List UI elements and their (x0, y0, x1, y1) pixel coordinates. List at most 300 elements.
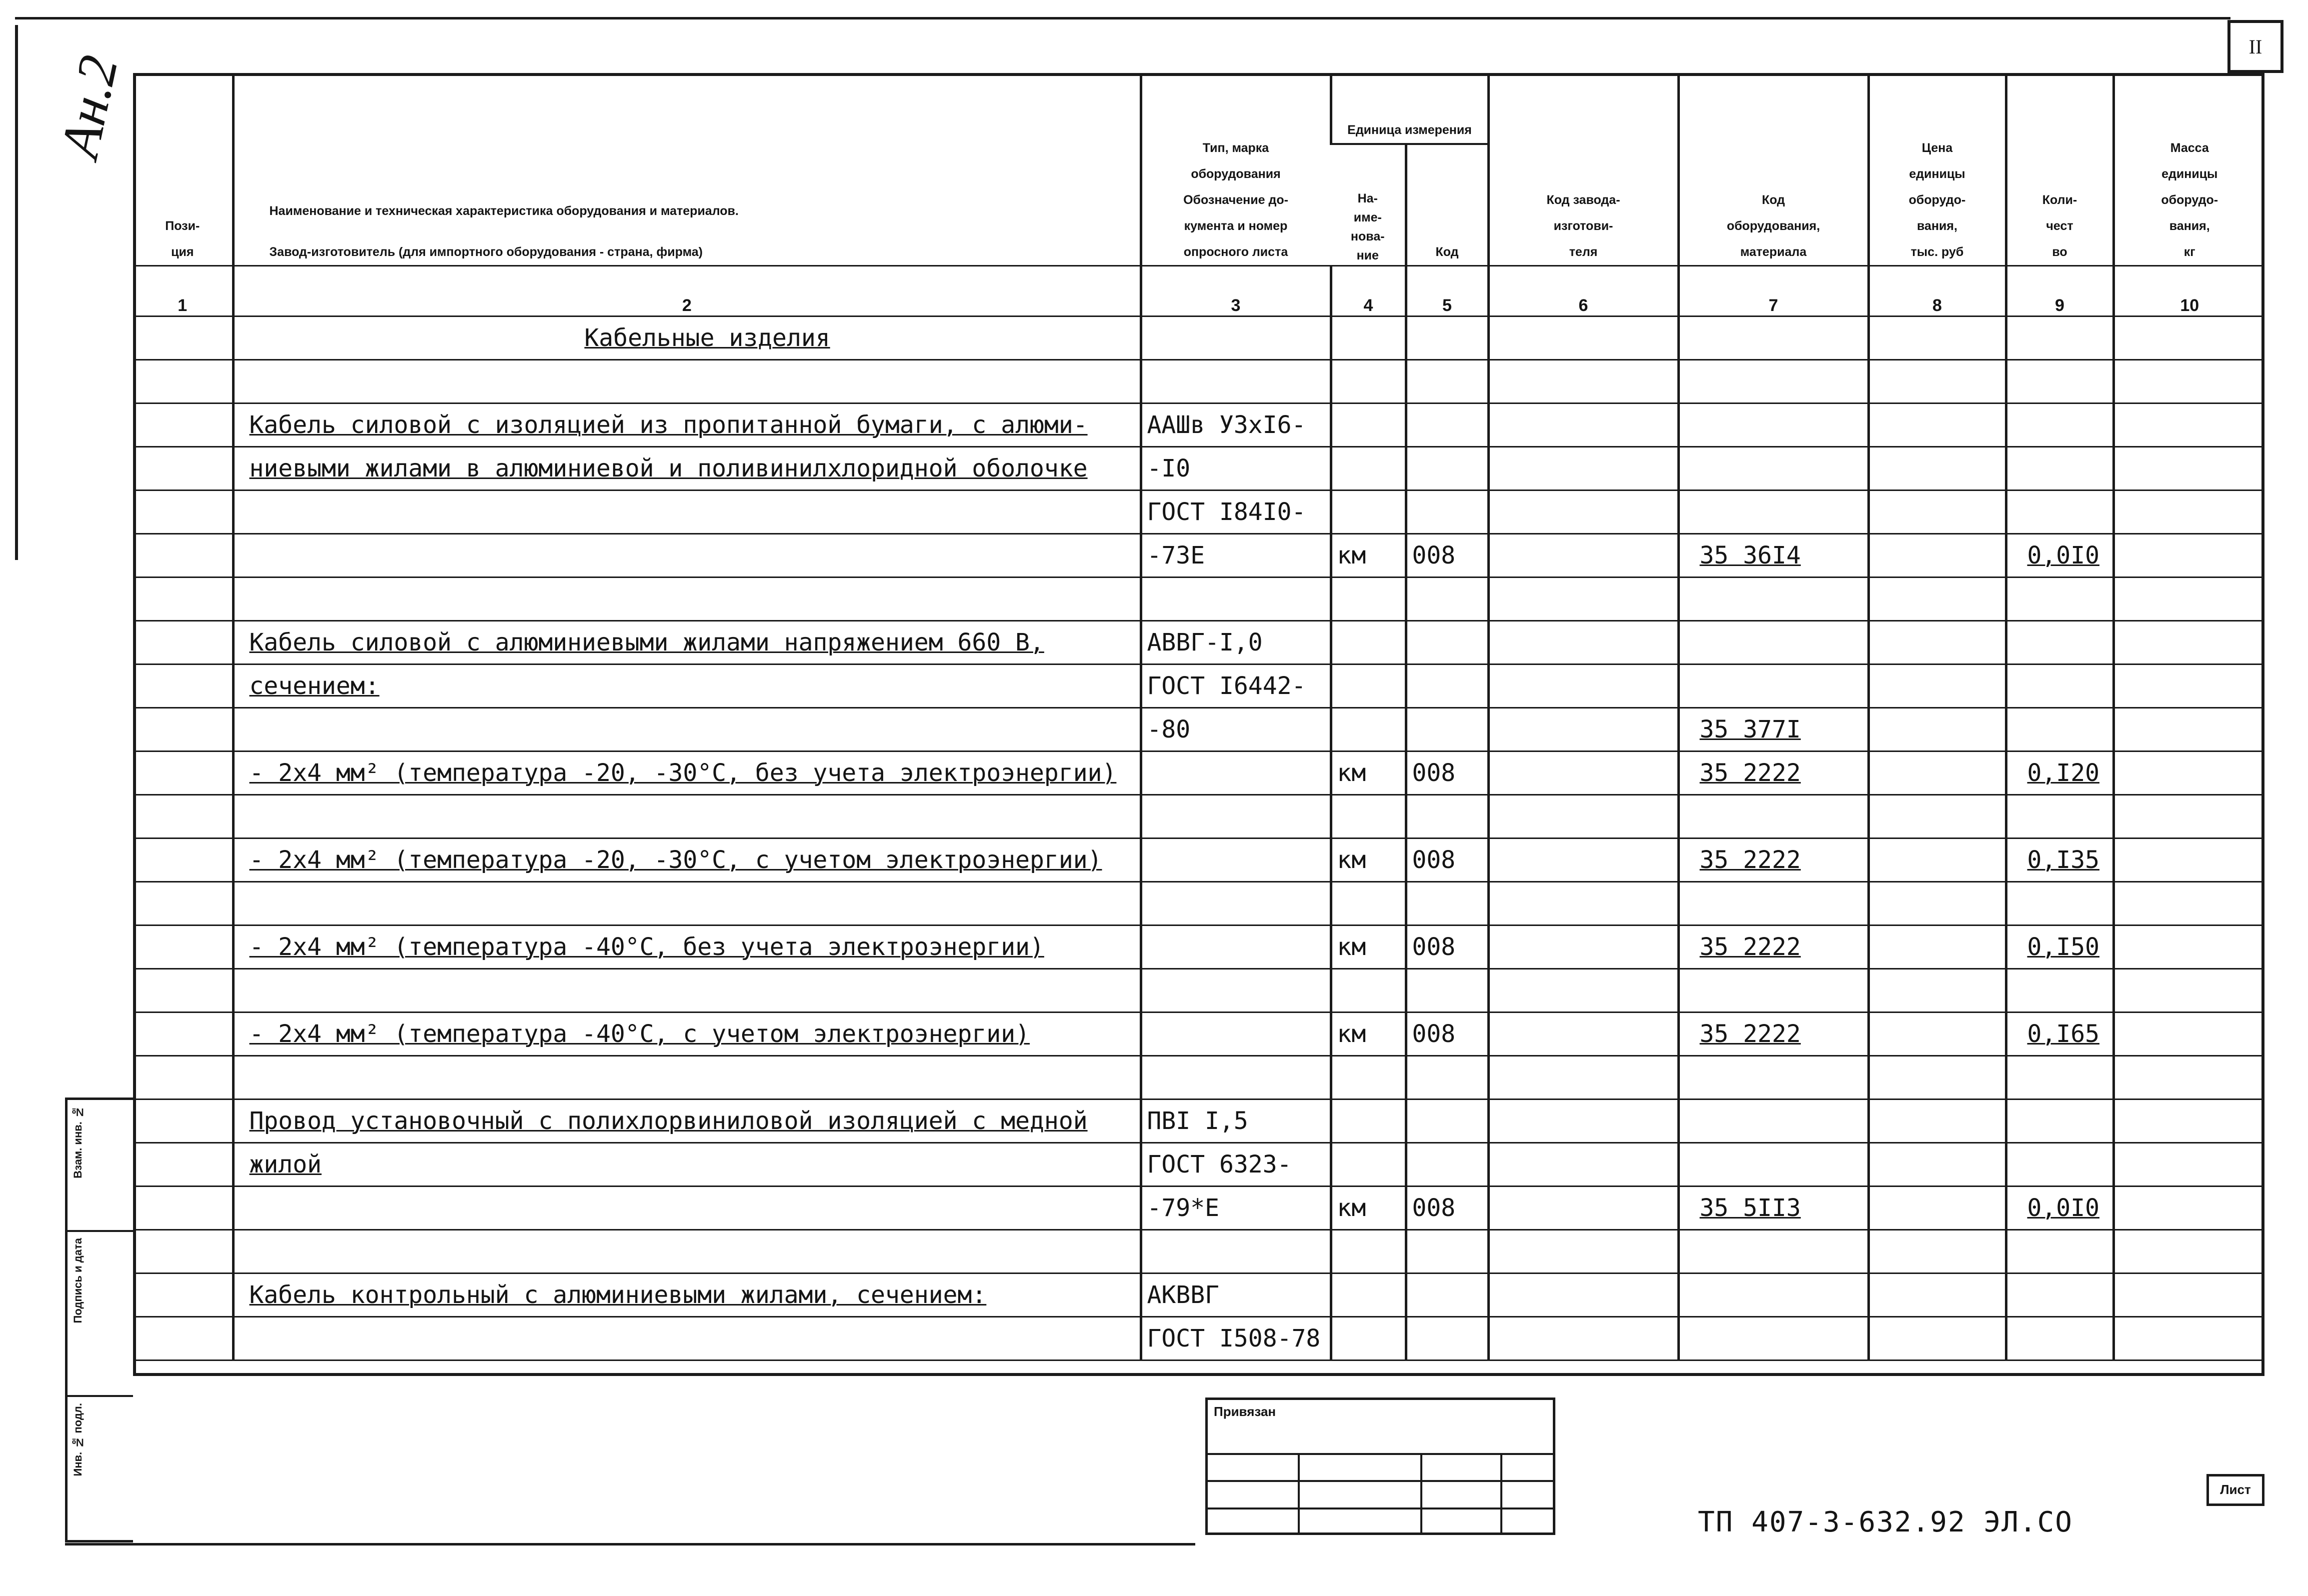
cell-material-code: 35 2222 (1678, 752, 1868, 795)
cell-unit-code (1406, 360, 1488, 404)
cell-pos (133, 578, 233, 621)
cell-material-code (1678, 404, 1868, 447)
cell-quantity (2006, 882, 2113, 926)
cell-quantity (2006, 316, 2113, 360)
cell-unit-code: 008 (1406, 534, 1488, 578)
cell-mass (2113, 490, 2264, 534)
stamp-cell-inventory (68, 1395, 133, 1547)
table-row (133, 1100, 2264, 1143)
cell-maker-code (1488, 882, 1678, 926)
cell-quantity: 0,0I0 (2006, 1186, 2113, 1230)
cell-unit-code (1406, 490, 1488, 534)
cell-maker-code (1488, 1317, 1678, 1360)
cell-price (1868, 838, 2006, 882)
cell-pos (133, 926, 233, 969)
cell-name (233, 360, 1141, 404)
cell-price (1868, 1100, 2006, 1143)
cell-material-code (1678, 490, 1868, 534)
cell-maker-code (1488, 578, 1678, 621)
cell-quantity (2006, 490, 2113, 534)
cell-material-code (1678, 1100, 1868, 1143)
header-col-8: Цена единицы оборудо- вания, тыс. руб (1868, 73, 2006, 266)
cell-maker-code (1488, 1230, 1678, 1274)
cell-unit-code: 008 (1406, 838, 1488, 882)
cell-pos (133, 1012, 233, 1056)
col-num: 6 (1488, 266, 1678, 316)
cell-price (1868, 926, 2006, 969)
cell-unit (1331, 490, 1406, 534)
cell-mass (2113, 1186, 2264, 1230)
table-row (133, 882, 2264, 926)
cell-name (233, 1230, 1141, 1274)
col-num: 10 (2113, 266, 2264, 316)
cell-unit-code: 008 (1406, 926, 1488, 969)
cell-price (1868, 578, 2006, 621)
left-stamp (65, 1098, 133, 1542)
cell-maker-code (1488, 1012, 1678, 1056)
cell-maker-code (1488, 752, 1678, 795)
stamp-divider (1420, 1453, 1422, 1532)
cell-type (1141, 316, 1331, 360)
cell-unit (1331, 621, 1406, 664)
cell-quantity (2006, 1230, 2113, 1274)
table-row (133, 316, 2264, 360)
cell-name: сечением: (233, 664, 1141, 708)
cell-price (1868, 795, 2006, 838)
bound-stamp (1205, 1398, 1555, 1535)
col-num: 7 (1678, 266, 1868, 316)
cell-type: АКВВГ (1141, 1274, 1331, 1317)
column-number-row (133, 266, 2264, 316)
cell-unit (1331, 1317, 1406, 1360)
cell-unit (1331, 1100, 1406, 1143)
cell-unit-code (1406, 578, 1488, 621)
cell-type (1141, 1012, 1331, 1056)
cell-quantity (2006, 1274, 2113, 1317)
sheet-list-label: Лист (2206, 1474, 2264, 1506)
cell-maker-code (1488, 1274, 1678, 1317)
cell-material-code (1678, 360, 1868, 404)
cell-type: -79*Е (1141, 1186, 1331, 1230)
cell-type (1141, 795, 1331, 838)
cell-mass (2113, 447, 2264, 490)
cell-quantity (2006, 621, 2113, 664)
cell-unit-code (1406, 882, 1488, 926)
cell-pos (133, 1317, 233, 1360)
cell-price (1868, 1143, 2006, 1186)
cell-name: - 2х4 мм² (температура -20, -30°С, с учетом электроэнергии) (233, 838, 1141, 882)
cell-unit-code (1406, 1230, 1488, 1274)
cell-price (1868, 1317, 2006, 1360)
cell-maker-code (1488, 360, 1678, 404)
cell-quantity (2006, 969, 2113, 1012)
table-row (133, 838, 2264, 882)
document-code: ТП 407-3-632.92 ЭЛ.СО (1698, 1506, 2073, 1538)
cell-type: -I0 (1141, 447, 1331, 490)
cell-maker-code (1488, 534, 1678, 578)
stamp-label-sign: Подпись и дата (72, 1238, 85, 1323)
cell-price (1868, 752, 2006, 795)
cell-type (1141, 926, 1331, 969)
cell-mass (2113, 534, 2264, 578)
cell-name (233, 1056, 1141, 1100)
cell-quantity (2006, 1056, 2113, 1100)
cell-unit (1331, 360, 1406, 404)
cell-mass (2113, 1230, 2264, 1274)
cell-type: ГОСТ I6442- (1141, 664, 1331, 708)
cell-unit: км (1331, 1186, 1406, 1230)
cell-type (1141, 838, 1331, 882)
table-row (133, 534, 2264, 578)
cell-material-code (1678, 1317, 1868, 1360)
cell-mass (2113, 1056, 2264, 1100)
cell-unit (1331, 882, 1406, 926)
cell-name (233, 795, 1141, 838)
header-col-3: Тип, марка оборудования Обозначение до- кумента и номер опросного листа (1141, 73, 1331, 266)
cell-type (1141, 1056, 1331, 1100)
cell-unit-code (1406, 708, 1488, 752)
cell-unit: км (1331, 838, 1406, 882)
col-num: 1 (133, 266, 233, 316)
cell-material-code (1678, 882, 1868, 926)
cell-material-code (1678, 969, 1868, 1012)
cell-price (1868, 1056, 2006, 1100)
cell-unit-code: 008 (1406, 1186, 1488, 1230)
cell-unit: км (1331, 926, 1406, 969)
header-col-4: На- име- нова- ние (1331, 144, 1406, 266)
cell-name (233, 1317, 1141, 1360)
cell-unit (1331, 447, 1406, 490)
cell-unit-code (1406, 1056, 1488, 1100)
left-border-line (15, 25, 18, 560)
cell-type (1141, 969, 1331, 1012)
cell-quantity (2006, 447, 2113, 490)
cell-unit (1331, 1230, 1406, 1274)
cell-name: - 2х4 мм² (температура -40°С, без учета электроэнергии) (233, 926, 1141, 969)
cell-unit (1331, 404, 1406, 447)
cell-price (1868, 360, 2006, 404)
cell-pos (133, 1186, 233, 1230)
cell-pos (133, 490, 233, 534)
cell-material-code: 35 377I (1678, 708, 1868, 752)
cell-type (1141, 752, 1331, 795)
cell-unit-code (1406, 664, 1488, 708)
col-num: 8 (1868, 266, 2006, 316)
cell-type: ГОСТ I84I0- (1141, 490, 1331, 534)
cell-name: Провод установочный с полихлорвиниловой изоляцией с медной (233, 1100, 1141, 1143)
cell-unit-code (1406, 621, 1488, 664)
header-col-6: Код завода- изготови- теля (1488, 73, 1678, 266)
stamp-divider (1500, 1453, 1502, 1532)
cell-unit (1331, 969, 1406, 1012)
cell-maker-code (1488, 664, 1678, 708)
table-row (133, 795, 2264, 838)
table-row (133, 926, 2264, 969)
cell-material-code (1678, 578, 1868, 621)
cell-pos (133, 447, 233, 490)
cell-maker-code (1488, 926, 1678, 969)
cell-name: Кабель контрольный с алюминиевыми жилами, сечением: (233, 1274, 1141, 1317)
cell-unit-code (1406, 1317, 1488, 1360)
sheet-number: II (2227, 20, 2283, 73)
header-col-1: Пози- ция (133, 73, 233, 266)
cell-material-code (1678, 1143, 1868, 1186)
cell-mass (2113, 752, 2264, 795)
cell-unit (1331, 1274, 1406, 1317)
cell-mass (2113, 316, 2264, 360)
cell-unit (1331, 1143, 1406, 1186)
header-col-5: Код (1406, 144, 1488, 266)
header-col-10: Масса единицы оборудо- вания, кг (2113, 73, 2264, 266)
cell-type (1141, 360, 1331, 404)
cell-maker-code (1488, 795, 1678, 838)
table-row (133, 1274, 2264, 1317)
cell-maker-code (1488, 708, 1678, 752)
cell-type (1141, 578, 1331, 621)
cell-maker-code (1488, 838, 1678, 882)
cell-name: Кабель силовой с изоляцией из пропитанной бумаги, с алюми- (233, 404, 1141, 447)
cell-quantity (2006, 1100, 2113, 1143)
cell-pos (133, 1100, 233, 1143)
cell-type: ПВI I,5 (1141, 1100, 1331, 1143)
table-row (133, 1317, 2264, 1360)
header-row (133, 73, 2264, 144)
cell-maker-code (1488, 1186, 1678, 1230)
cell-material-code: 35 2222 (1678, 1012, 1868, 1056)
cell-mass (2113, 1317, 2264, 1360)
header-col-2: Наименование и техническая характеристика оборудования и материалов. Завод-изготовитель (для импортного оборудования - страна, фирма) (233, 73, 1141, 266)
table-row (133, 1186, 2264, 1230)
table-row (133, 1012, 2264, 1056)
cell-quantity (2006, 1143, 2113, 1186)
cell-quantity: 0,I20 (2006, 752, 2113, 795)
cell-price (1868, 316, 2006, 360)
cell-quantity: 0,I35 (2006, 838, 2113, 882)
cell-material-code (1678, 447, 1868, 490)
cell-quantity (2006, 1317, 2113, 1360)
cell-unit: км (1331, 1012, 1406, 1056)
cell-price (1868, 1012, 2006, 1056)
cell-name (233, 1186, 1141, 1230)
cell-maker-code (1488, 1143, 1678, 1186)
cell-name (233, 708, 1141, 752)
table-row (133, 404, 2264, 447)
table-row (133, 490, 2264, 534)
cell-pos (133, 1056, 233, 1100)
cell-mass (2113, 1100, 2264, 1143)
table-row (133, 1056, 2264, 1100)
cell-pos (133, 316, 233, 360)
cell-mass (2113, 621, 2264, 664)
cell-type: ГОСТ I508-78 (1141, 1317, 1331, 1360)
cell-mass (2113, 882, 2264, 926)
cell-name (233, 534, 1141, 578)
cell-unit: км (1331, 752, 1406, 795)
cell-unit-code (1406, 1100, 1488, 1143)
cell-price (1868, 1274, 2006, 1317)
cell-mass (2113, 969, 2264, 1012)
cell-material-code (1678, 316, 1868, 360)
header-col-9: Коли- чест во (2006, 73, 2113, 266)
stamp-cell-replace (68, 1100, 133, 1230)
cell-material-code: 35 5II3 (1678, 1186, 1868, 1230)
cell-mass (2113, 926, 2264, 969)
cell-type (1141, 1230, 1331, 1274)
col-num: 3 (1141, 266, 1331, 316)
cell-material-code: 35 36I4 (1678, 534, 1868, 578)
cell-mass (2113, 708, 2264, 752)
cell-unit-code (1406, 404, 1488, 447)
col-num: 2 (233, 266, 1141, 316)
cell-material-code (1678, 1230, 1868, 1274)
cell-type: АВВГ-I,0 (1141, 621, 1331, 664)
table-row (133, 1143, 2264, 1186)
cell-name: - 2х4 мм² (температура -20, -30°С, без учета электроэнергии) (233, 752, 1141, 795)
col-num: 4 (1331, 266, 1406, 316)
stamp-cell-sign (68, 1230, 133, 1397)
cell-pos (133, 404, 233, 447)
cell-maker-code (1488, 1100, 1678, 1143)
cell-pos (133, 534, 233, 578)
cell-material-code (1678, 795, 1868, 838)
cell-price (1868, 621, 2006, 664)
cell-price (1868, 534, 2006, 578)
cell-maker-code (1488, 404, 1678, 447)
cell-name (233, 882, 1141, 926)
cell-unit (1331, 708, 1406, 752)
cell-quantity (2006, 795, 2113, 838)
cell-mass (2113, 404, 2264, 447)
cell-name (233, 969, 1141, 1012)
table-row (133, 621, 2264, 664)
specification-table (133, 73, 2264, 1596)
cell-price (1868, 969, 2006, 1012)
table-row (133, 664, 2264, 708)
top-border-line (15, 17, 2230, 20)
cell-maker-code (1488, 621, 1678, 664)
table-row (133, 752, 2264, 795)
cell-pos (133, 882, 233, 926)
cell-type: ГОСТ 6323- (1141, 1143, 1331, 1186)
cell-pos (133, 795, 233, 838)
cell-mass (2113, 664, 2264, 708)
cell-mass (2113, 1143, 2264, 1186)
cell-quantity: 0,I50 (2006, 926, 2113, 969)
cell-unit (1331, 795, 1406, 838)
cell-unit (1331, 1056, 1406, 1100)
cell-name (233, 578, 1141, 621)
cell-mass (2113, 360, 2264, 404)
cell-pos (133, 969, 233, 1012)
cell-unit-code (1406, 969, 1488, 1012)
cell-quantity (2006, 708, 2113, 752)
cell-type: -80 (1141, 708, 1331, 752)
cell-unit-code: 008 (1406, 752, 1488, 795)
cell-price (1868, 447, 2006, 490)
cell-name (233, 490, 1141, 534)
cell-unit (1331, 578, 1406, 621)
stamp-divider (1298, 1453, 1300, 1532)
cell-mass (2113, 1012, 2264, 1056)
cell-unit-code (1406, 795, 1488, 838)
cell-quantity (2006, 360, 2113, 404)
cell-price (1868, 1230, 2006, 1274)
table-row (133, 969, 2264, 1012)
cell-pos (133, 1143, 233, 1186)
cell-name: - 2х4 мм² (температура -40°С, с учетом электроэнергии) (233, 1012, 1141, 1056)
cell-mass (2113, 795, 2264, 838)
cell-type: ААШв УЗхI6- (1141, 404, 1331, 447)
cell-pos (133, 752, 233, 795)
cell-price (1868, 708, 2006, 752)
cell-quantity (2006, 404, 2113, 447)
cell-price (1868, 882, 2006, 926)
cell-pos (133, 621, 233, 664)
cell-maker-code (1488, 1056, 1678, 1100)
cell-mass (2113, 838, 2264, 882)
cell-unit-code (1406, 1274, 1488, 1317)
cell-mass (2113, 578, 2264, 621)
stamp-label-inventory: Инв. № подл. (72, 1403, 85, 1476)
cell-material-code (1678, 664, 1868, 708)
cell-pos (133, 360, 233, 404)
bound-label: Привязан (1214, 1404, 1276, 1420)
cell-name: Кабель силовой с алюминиевыми жилами напряжением 660 В, (233, 621, 1141, 664)
cell-price (1868, 490, 2006, 534)
cell-type: -73Е (1141, 534, 1331, 578)
cell-pos (133, 1274, 233, 1317)
cell-pos (133, 838, 233, 882)
cell-pos (133, 708, 233, 752)
cell-unit: км (1331, 534, 1406, 578)
table-row (133, 1230, 2264, 1274)
cell-material-code (1678, 621, 1868, 664)
cell-name: жилой (233, 1143, 1141, 1186)
cell-unit (1331, 316, 1406, 360)
cell-maker-code (1488, 969, 1678, 1012)
cell-quantity: 0,I65 (2006, 1012, 2113, 1056)
cell-quantity (2006, 664, 2113, 708)
cell-unit-code (1406, 1143, 1488, 1186)
cell-material-code (1678, 1056, 1868, 1100)
table-row (133, 708, 2264, 752)
cell-unit-code: 008 (1406, 1012, 1488, 1056)
header-col-7: Код оборудования, материала (1678, 73, 1868, 266)
cell-type (1141, 882, 1331, 926)
cell-price (1868, 664, 2006, 708)
col-num: 5 (1406, 266, 1488, 316)
cell-unit-code (1406, 316, 1488, 360)
cell-price (1868, 404, 2006, 447)
table-row (133, 360, 2264, 404)
cell-unit-code (1406, 447, 1488, 490)
cell-material-code (1678, 1274, 1868, 1317)
table-row (133, 447, 2264, 490)
table-footer-row (133, 1360, 2264, 1596)
table-row (133, 578, 2264, 621)
cell-maker-code (1488, 316, 1678, 360)
cell-name: ниевыми жилами в алюминиевой и поливинилхлоридной оболочке (233, 447, 1141, 490)
cell-maker-code (1488, 490, 1678, 534)
cell-quantity: 0,0I0 (2006, 534, 2113, 578)
cell-pos (133, 1230, 233, 1274)
cell-name: Кабельные изделия (233, 316, 1141, 360)
stamp-label-replace: Взам. инв. № (72, 1106, 85, 1178)
cell-material-code: 35 2222 (1678, 926, 1868, 969)
cell-unit (1331, 664, 1406, 708)
col-num: 9 (2006, 266, 2113, 316)
header-unit-group: Единица измерения (1331, 73, 1488, 144)
